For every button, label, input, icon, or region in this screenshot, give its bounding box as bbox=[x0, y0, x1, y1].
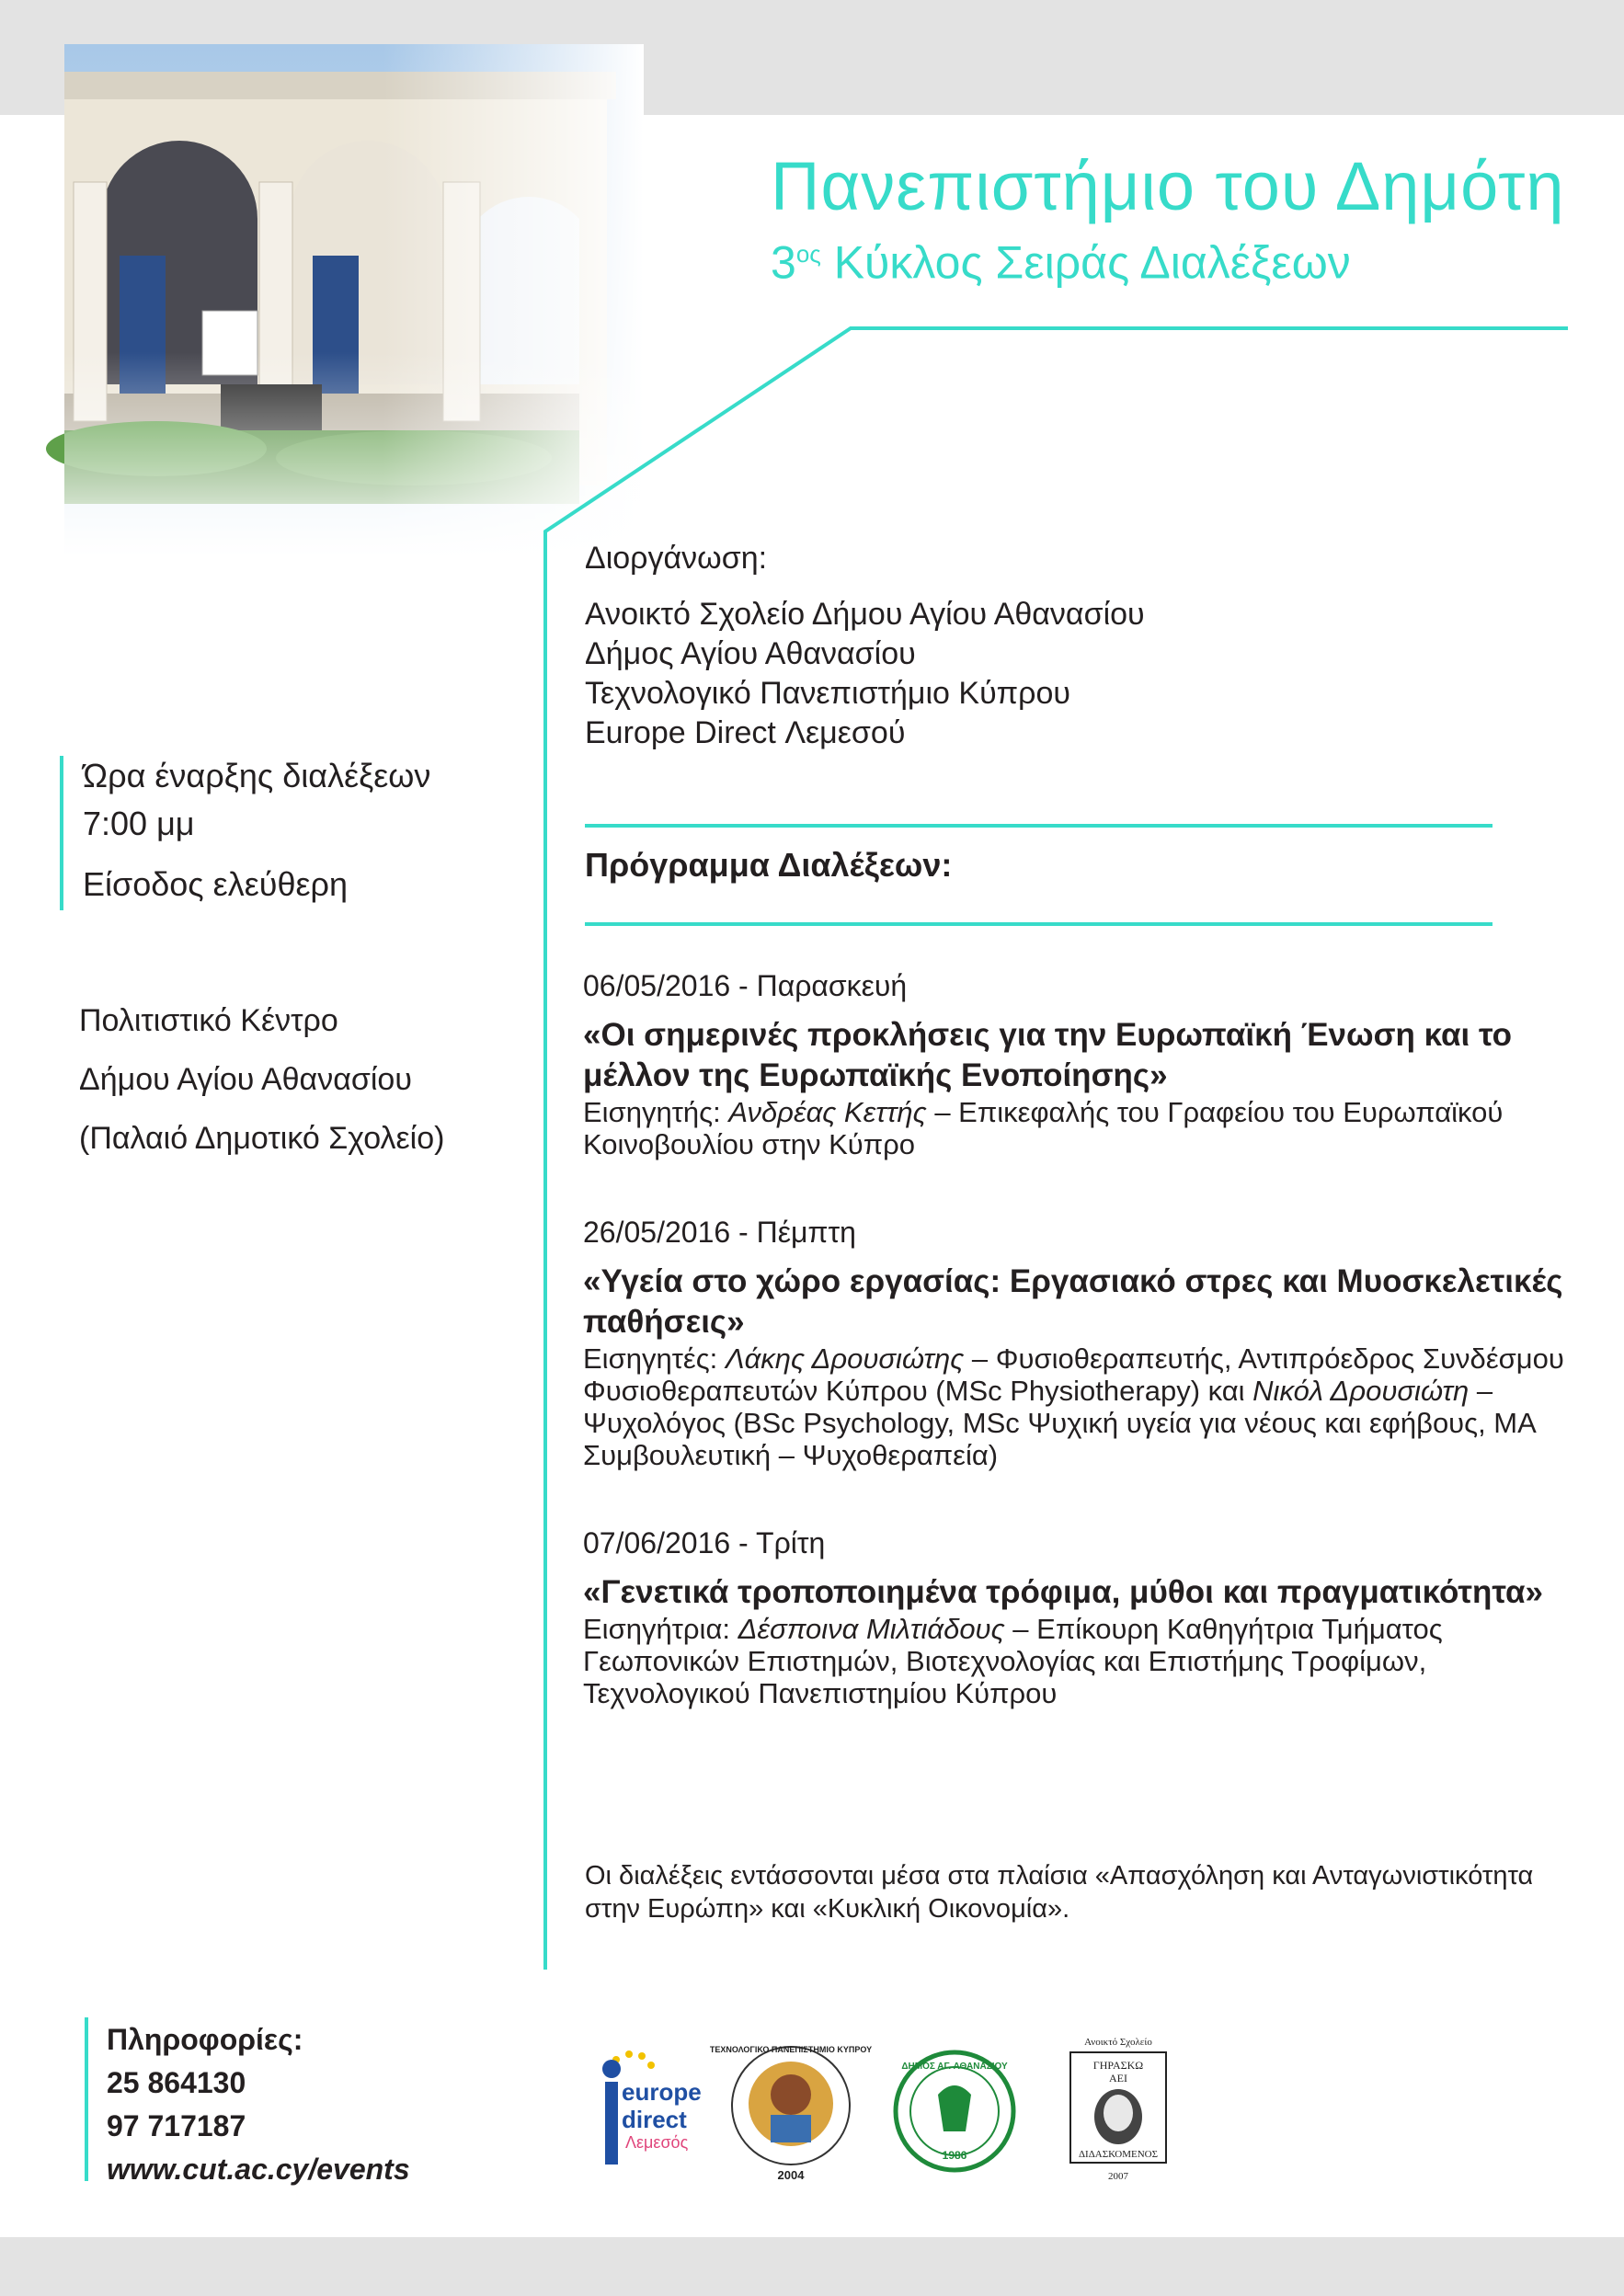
page-subtitle bbox=[771, 226, 1598, 291]
info-block bbox=[107, 2018, 410, 2191]
dimos-logo-text: ΔΗΜΟΣ ΑΓ. ΑΘΑΝΑΣΙΟΥ bbox=[901, 2062, 1008, 2072]
phone-number: 97 717187 bbox=[107, 2109, 246, 2142]
open-school-logo bbox=[1054, 2032, 1183, 2188]
lecture-speaker bbox=[583, 1613, 1585, 1709]
phone-number: 25 864130 bbox=[107, 2066, 246, 2099]
school-logo-mid-1: ΓΗΡΑΣΚΩ bbox=[1092, 2059, 1144, 2072]
lecture-speaker bbox=[583, 1342, 1585, 1471]
lecture-date: 07/06/2016 - Τρίτη bbox=[583, 1526, 826, 1559]
organizer-item: Europe Direct Λεμεσού bbox=[585, 715, 906, 750]
organizers-label: Διοργάνωση: bbox=[585, 541, 768, 576]
speaker-name: Ανδρέας Κεττής bbox=[728, 1096, 927, 1128]
lecture-item bbox=[583, 965, 1585, 1160]
lectures-list bbox=[583, 965, 1585, 1761]
lecture-title: «Υγεία στο χώρο εργασίας: Εργασιακό στρες και Μυοσκελετικές παθήσεις» bbox=[583, 1263, 1563, 1340]
organizers-block bbox=[585, 539, 1145, 753]
page-title: Πανεπιστήμιο του Δημότη bbox=[771, 148, 1565, 224]
cut-logo bbox=[709, 2032, 873, 2188]
header bbox=[771, 147, 1598, 291]
logos-row bbox=[598, 2032, 1195, 2198]
dimos-logo-year: 1986 bbox=[942, 2149, 967, 2162]
europe-direct-word-1: europe bbox=[622, 2078, 702, 2106]
lecture-date: 06/05/2016 - Παρασκευή bbox=[583, 969, 908, 1002]
speaker-desc: – Επικεφαλής του Γραφείου του Ευρωπαϊκού Κοινοβουλίου στην Κύπρο bbox=[583, 1096, 1504, 1160]
subtitle-rest: Κύκλος Σειράς Διαλέξεων bbox=[820, 236, 1351, 289]
info-label: Πληροφορίες: bbox=[107, 2023, 303, 2056]
start-label: Ώρα έναρξης διαλέξεων bbox=[83, 757, 431, 794]
europe-direct-logo bbox=[598, 2049, 708, 2177]
speaker-label: Εισηγήτρια: bbox=[583, 1613, 738, 1645]
lecture-title: «Οι σημερινές προκλήσεις για την Ευρωπαϊκή Ένωση και το μέλλον της Ευρωπαϊκής Ενοποίησης» bbox=[583, 1017, 1512, 1093]
speaker-label: Εισηγητές: bbox=[583, 1342, 726, 1375]
lecture-title: «Γενετικά τροποποιημένα τρόφιμα, μύθοι και πραγματικότητα» bbox=[583, 1574, 1543, 1610]
speaker-label: Εισηγητής: bbox=[583, 1096, 729, 1128]
speaker-desc: – Φυσιοθεραπευτής, Αντιπρόεδρος Συνδέσμου Φυσιοθεραπευτών Κύπρου (MSc Physiotherapy) και bbox=[583, 1342, 1564, 1407]
entry-note: Είσοδος ελεύθερη bbox=[83, 865, 349, 903]
website-link[interactable]: www.cut.ac.cy/events bbox=[107, 2153, 410, 2186]
lecture-date: 26/05/2016 - Πέμπτη bbox=[583, 1216, 856, 1249]
school-logo-bottom: ΔΙΔΑΣΚΟΜΕΝΟΣ bbox=[1078, 2149, 1159, 2160]
venue-line: Δήμου Αγίου Αθανασίου bbox=[79, 1062, 412, 1097]
start-time: 7:00 μμ bbox=[83, 805, 195, 842]
lecture-speaker bbox=[583, 1096, 1585, 1160]
school-logo-mid-2: ΑΕΙ bbox=[1109, 2072, 1127, 2085]
school-logo-year: 2007 bbox=[1108, 2171, 1128, 2182]
speaker-name: Δέσποινα Μιλτιάδους bbox=[738, 1613, 1005, 1645]
venue-line: (Παλαιό Δημοτικό Σχολείο) bbox=[79, 1121, 445, 1156]
hours-block bbox=[83, 752, 430, 908]
speaker-desc: – Επίκουρη Καθηγήτρια Τμήματος Γεωπονικών Επιστημών, Βιοτεχνολογίας και Επιστήμης Τροφίμων, Τεχνολογικού Πανεπιστημίου Κύπρου bbox=[583, 1613, 1443, 1709]
europe-direct-city: Λεμεσός bbox=[625, 2133, 689, 2152]
program-note: Οι διαλέξεις εντάσσονται μέσα στα πλαίσια «Απασχόληση και Ανταγωνιστικότητα στην Ευρώπη» και «Κυκλική Οικονομία». bbox=[585, 1861, 1534, 1924]
venue-block bbox=[79, 991, 444, 1168]
subtitle-number: 3 bbox=[771, 236, 796, 289]
speaker-name: Λάκης Δρουσιώτης bbox=[725, 1342, 965, 1375]
venue-line: Πολιτιστικό Κέντρο bbox=[79, 1003, 338, 1038]
dimos-logo bbox=[890, 2039, 1019, 2187]
lecture-item bbox=[583, 1212, 1585, 1471]
speaker-desc-2: – Ψυχολόγος (BSc Psychology, MSc Ψυχική υγεία για νέους και εφήβους, MA Συμβουλευτική – Ψυχοθεραπεία) bbox=[583, 1375, 1536, 1471]
europe-direct-word-2: direct bbox=[622, 2106, 687, 2133]
cut-logo-year: 2004 bbox=[777, 2168, 805, 2182]
school-logo-top: Ανοικτό Σχολείο bbox=[1084, 2037, 1152, 2048]
lecture-item bbox=[583, 1523, 1585, 1709]
organizer-item: Τεχνολογικό Πανεπιστήμιο Κύπρου bbox=[585, 676, 1070, 711]
speaker-name-2: Νικόλ Δρουσιώτη bbox=[1252, 1375, 1470, 1407]
organizer-item: Δήμος Αγίου Αθανασίου bbox=[585, 636, 916, 671]
organizer-item: Ανοικτό Σχολείο Δήμου Αγίου Αθανασίου bbox=[585, 597, 1145, 632]
cut-logo-text: ΤΕΧΝΟΛΟΓΙΚΟ ΠΑΝΕΠΙΣΤΗΜΙΟ ΚΥΠΡΟΥ bbox=[709, 2045, 873, 2054]
program-heading: Πρόγραμμα Διαλέξεων: bbox=[585, 846, 953, 884]
subtitle-ordinal: ος bbox=[795, 240, 821, 268]
